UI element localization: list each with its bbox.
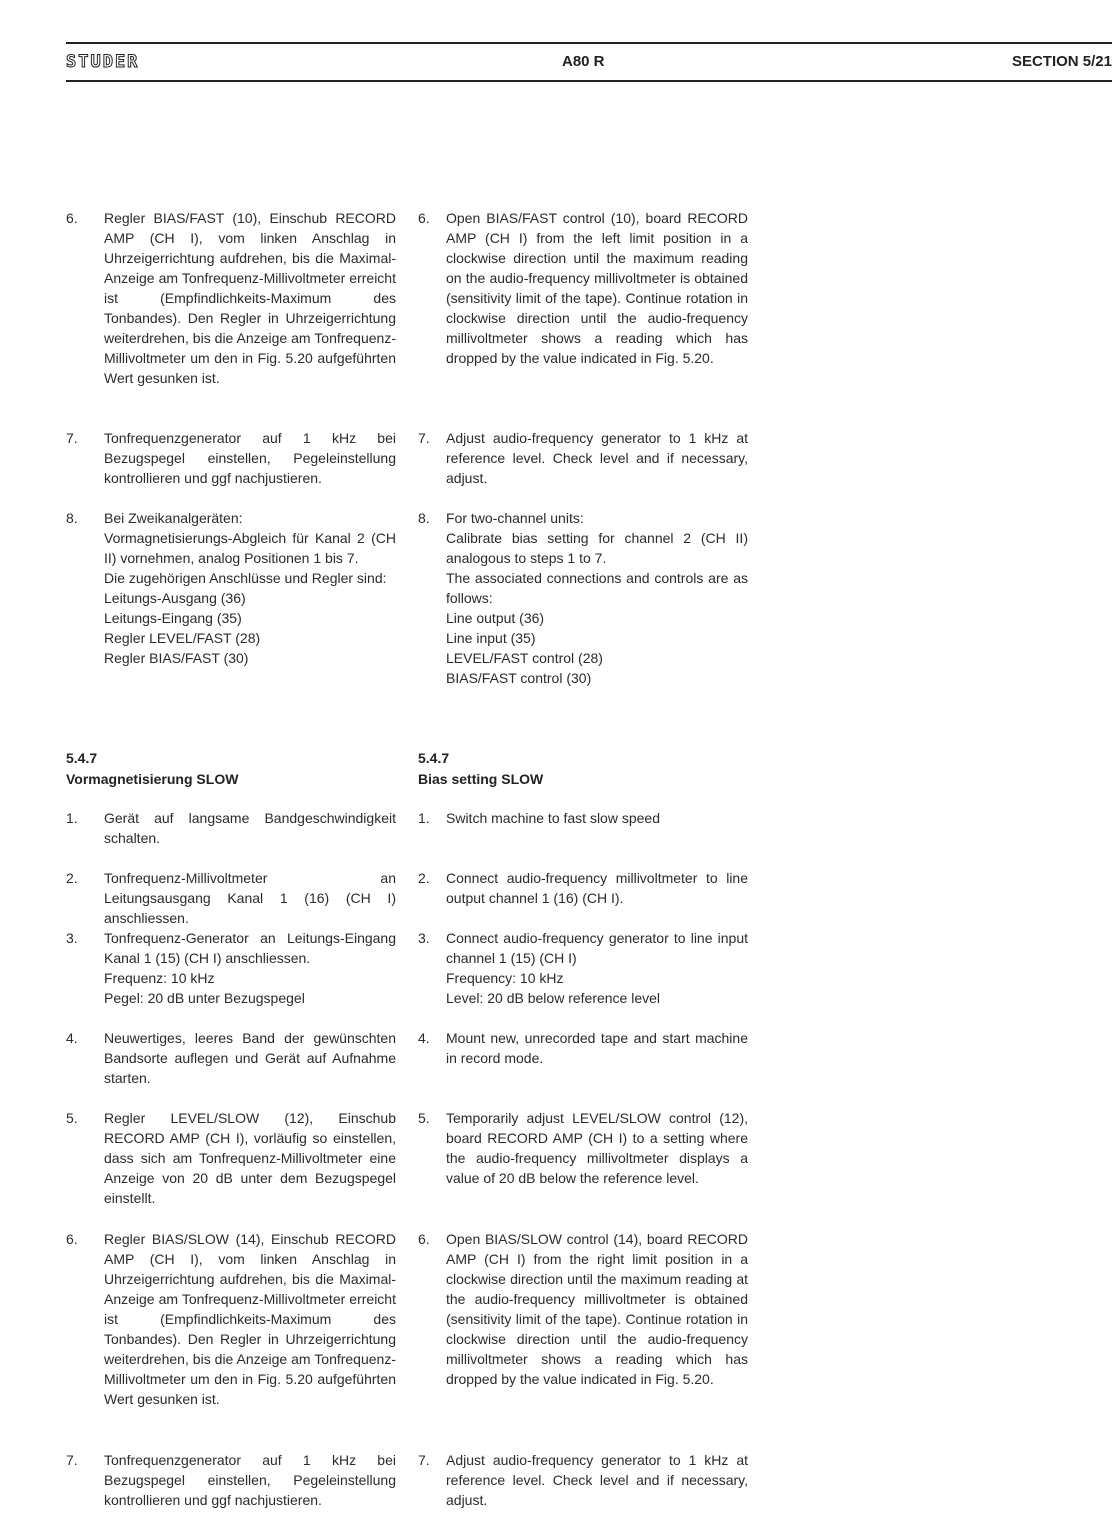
level-line: Pegel: 20 dB unter Bezugspegel xyxy=(104,990,305,1006)
en-step-5-slow xyxy=(418,1108,748,1188)
step-number: 7. xyxy=(418,1452,430,1468)
step-text: Tonfrequenzgenerator auf 1 kHz bei Bezugspegel einstellen, Pegeleinstellung kontrollieren und ggf nachjustieren. xyxy=(104,1452,396,1508)
de-step-7-fast xyxy=(66,428,396,488)
step-number: 8. xyxy=(418,510,430,526)
connection-line: Leitungs-Ausgang (36) xyxy=(104,590,246,606)
step-text: Tonfrequenz-Generator an Leitungs-Eingang Kanal 1 (15) (CH I) anschliessen. xyxy=(104,930,396,966)
connection-line: LEVEL/FAST control (28) xyxy=(446,650,603,666)
step-text: Neuwertiges, leeres Band der gewünschten Bandsorte auflegen und Gerät auf Aufnahme starten. xyxy=(104,1030,396,1086)
step-number: 6. xyxy=(66,210,78,226)
step-number: 1. xyxy=(418,810,430,826)
step-number: 3. xyxy=(418,930,430,946)
step-number: 2. xyxy=(418,870,430,886)
en-step-1-slow xyxy=(418,808,748,828)
en-step-6-fast xyxy=(418,208,748,368)
step-text: Adjust audio-frequency generator to 1 kHz at reference level. Check level and if necessary, adjust. xyxy=(446,1452,748,1508)
level-line: Level: 20 dB below reference level xyxy=(446,990,661,1006)
step-text: Switch machine to fast slow speed xyxy=(446,810,660,826)
de-step-7-slow xyxy=(66,1450,396,1510)
en-step-2-slow xyxy=(418,868,748,908)
de-step-1-slow xyxy=(66,808,396,848)
step-number: 3. xyxy=(66,930,78,946)
model-title: A80 R xyxy=(562,53,605,70)
step-number: 6. xyxy=(418,1231,430,1247)
frequency-line: Frequency: 10 kHz xyxy=(446,970,564,986)
step-text: Calibrate bias setting for channel 2 (CH II) analogous to steps 1 to 7. xyxy=(446,530,748,566)
step-number: 6. xyxy=(418,210,430,226)
step-text: Temporarily adjust LEVEL/SLOW control (12), board RECORD AMP (CH I) to a setting where the audio-frequency millivoltmeter displays a value of 20 dB below the reference level. xyxy=(446,1110,748,1186)
step-number: 7. xyxy=(66,1452,78,1468)
step-intro: Bei Zweikanalgeräten: xyxy=(104,510,243,526)
de-step-4-slow xyxy=(66,1028,396,1088)
step-text: Adjust audio-frequency generator to 1 kHz at reference level. Check level and if necessary, adjust. xyxy=(446,430,748,486)
step-number: 2. xyxy=(66,870,78,886)
connection-line: Regler BIAS/FAST (30) xyxy=(104,650,249,666)
step-number: 5. xyxy=(418,1110,430,1126)
frequency-line: Frequenz: 10 kHz xyxy=(104,970,215,986)
de-section-title: Vormagnetisierung SLOW xyxy=(66,771,239,787)
step-number: 4. xyxy=(418,1030,430,1046)
de-step-8-fast xyxy=(66,508,396,668)
de-step-5-slow xyxy=(66,1108,396,1208)
en-step-7-fast xyxy=(418,428,748,488)
step-number: 4. xyxy=(66,1030,78,1046)
step-text-2: The associated connections and controls are as follows: xyxy=(446,570,748,606)
step-text: Gerät auf langsame Bandgeschwindigkeit schalten. xyxy=(104,810,396,846)
en-step-7-slow xyxy=(418,1450,748,1510)
step-number: 8. xyxy=(66,510,78,526)
step-text: Regler LEVEL/SLOW (12), Einschub RECORD AMP (CH I), vorläufig so einstellen, dass sich am Tonfrequenz-Millivoltmeter eine Anzeige von 20 dB unter dem Bezugspegel einstellt. xyxy=(104,1110,396,1206)
step-text: Vormagnetisierungs-Abgleich für Kanal 2 (CH II) vornehmen, analog Positionen 1 bis 7. xyxy=(104,530,396,566)
section-page-number: SECTION 5/21 xyxy=(1011,53,1112,70)
en-step-8-fast xyxy=(418,508,748,688)
step-text: Connect audio-frequency millivoltmeter to line output channel 1 (16) (CH I). xyxy=(446,870,748,906)
step-text: Tonfrequenzgenerator auf 1 kHz bei Bezugspegel einstellen, Pegeleinstellung kontrollieren und ggf nachjustieren. xyxy=(104,430,396,486)
step-text: Open BIAS/FAST control (10), board RECORD AMP (CH I) from the left limit position in a clockwise direction until the maximum reading on the audio-frequency millivoltmeter is obtained (sensitivity limit of the tape). Continue rotation in clockwise direction until the audio-frequency millivoltmeter shows a reading which has dropped by the value indicated in Fig. 5.20. xyxy=(446,210,748,366)
step-number: 1. xyxy=(66,810,78,826)
connection-line: Line output (36) xyxy=(446,610,545,626)
step-number: 7. xyxy=(418,430,430,446)
de-section-number: 5.4.7 xyxy=(66,750,98,766)
step-number: 6. xyxy=(66,1231,78,1247)
step-number: 5. xyxy=(66,1110,78,1126)
step-text: Open BIAS/SLOW control (14), board RECORD AMP (CH I) from the right limit position in a clockwise direction until the maximum reading at the audio-frequency millivoltmeter is obtained (sensitivity limit of the tape). Continue rotation in clockwise direction until the audio-frequency millivoltmeter shows a reading which has dropped by the value indicated in Fig. 5.20. xyxy=(446,1231,748,1387)
connection-line: BIAS/FAST control (30) xyxy=(446,670,592,686)
step-text: Tonfrequenz-Millivoltmeter an Leitungsausgang Kanal 1 (16) (CH I) anschliessen. xyxy=(104,870,396,926)
connection-line: Line input (35) xyxy=(446,630,536,646)
de-step-2-slow xyxy=(66,868,396,928)
de-step-6-slow xyxy=(66,1229,396,1409)
en-step-6-slow xyxy=(418,1229,748,1389)
studer-logo: STUDER xyxy=(66,52,140,72)
step-text: Regler BIAS/FAST (10), Einschub RECORD AMP (CH I), vom linken Anschlag in Uhrzeigerrichtung aufdrehen, bis die Maximal-Anzeige am Tonfrequenz-Millivoltmeter erreicht ist (Empfindlichkeits-Maximum des Tonbandes). Den Regler in Uhrzeigerrichtung weiterdrehen, bis die Anzeige am Tonfrequenz-Millivoltmeter um den in Fig. 5.20 aufgeführten Wert gesunken ist. xyxy=(104,210,396,386)
connection-line: Leitungs-Eingang (35) xyxy=(104,610,242,626)
step-text: Regler BIAS/SLOW (14), Einschub RECORD AMP (CH I), vom linken Anschlag in Uhrzeigerrichtung aufdrehen, bis die Maximal-Anzeige am Tonfrequenz-Millivoltmeter erreicht ist (Empfindlichkeits-Maximum des Tonbandes). Den Regler in Uhrzeigerrichtung weiterdrehen, bis die Anzeige am Tonfrequenz-Millivoltmeter um den in Fig. 5.20 aufgeführten Wert gesunken ist. xyxy=(104,1231,396,1407)
de-step-6-fast xyxy=(66,208,396,388)
de-step-3-slow xyxy=(66,928,396,1008)
step-text: Connect audio-frequency generator to line input channel 1 (15) (CH I) xyxy=(446,930,748,966)
en-step-4-slow xyxy=(418,1028,748,1068)
header-rule-top xyxy=(66,42,1112,44)
step-text-2: Die zugehörigen Anschlüsse und Regler sind: xyxy=(104,570,387,586)
step-intro: For two-channel units: xyxy=(446,510,584,526)
step-number: 7. xyxy=(66,430,78,446)
header-rule-bottom xyxy=(66,80,1112,82)
en-section-title: Bias setting SLOW xyxy=(418,771,544,787)
connection-line: Regler LEVEL/FAST (28) xyxy=(104,630,261,646)
step-text: Mount new, unrecorded tape and start machine in record mode. xyxy=(446,1030,748,1066)
en-step-3-slow xyxy=(418,928,748,1008)
en-section-number: 5.4.7 xyxy=(418,750,450,766)
